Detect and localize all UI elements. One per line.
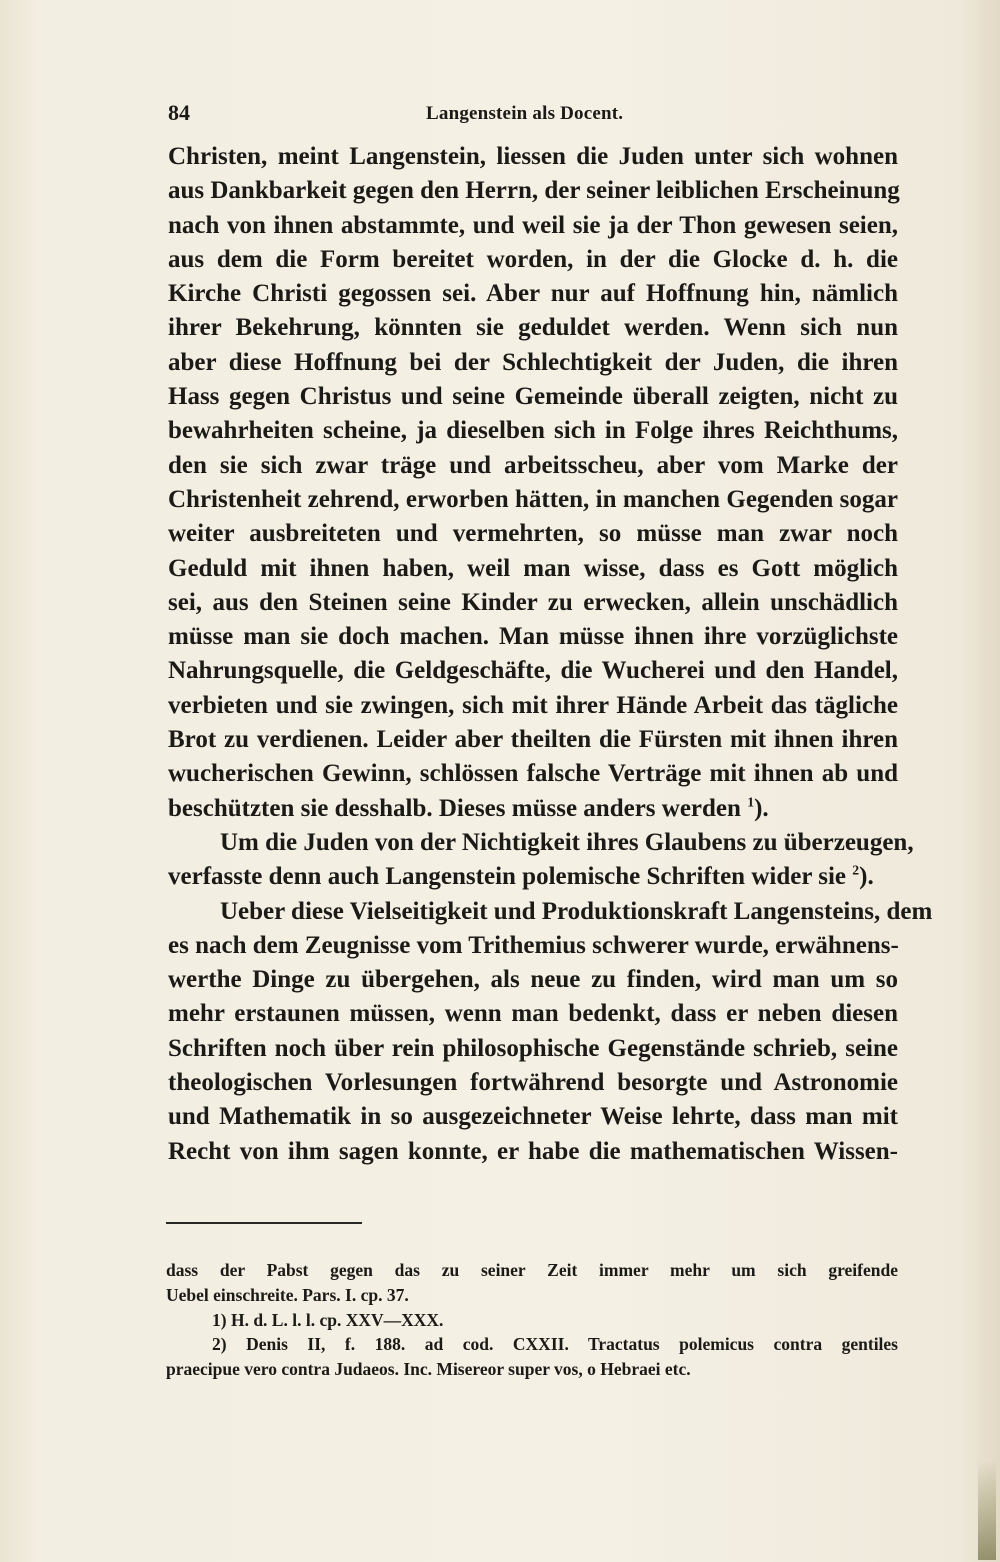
running-title: Langenstein als Docent. xyxy=(426,103,624,124)
text-line: theologischen Vorlesungen fortwährend besorgte und Astronomie xyxy=(168,1069,898,1097)
text-line: Schriften noch über rein philosophische Gegenstände schrieb, seine xyxy=(168,1034,898,1062)
text-line: Christen, meint Langenstein, liessen die Juden unter sich wohnen xyxy=(168,143,898,170)
text-line: Nahrungsquelle, die Geldgeschäfte, die Wucherei und den Handel, xyxy=(168,657,898,685)
footnote-1: 1) H. d. L. l. l. cp. XXV—XXX. xyxy=(212,1309,444,1330)
footnote-ref-close: ). xyxy=(754,794,769,822)
footnote-ref-1[interactable]: 1 xyxy=(747,794,755,810)
text-line: werthe Dinge zu übergehen, als neue zu finden, wird man um so xyxy=(168,966,898,994)
text-span: beschützten sie desshalb. Dieses müsse anders werden xyxy=(168,794,741,822)
text-line: Um die Juden von der Nichtigkeit ihres Glaubens zu überzeugen, xyxy=(220,828,914,856)
text-line: den sie sich zwar träge und arbeitsscheu, aber vom Marke der xyxy=(168,451,898,479)
page-number: 84 xyxy=(168,100,190,125)
text-line: bewahrheiten scheine, ja dieselben sich in Folge ihres Reichthums, xyxy=(168,417,898,445)
text-line: aus Dankbarkeit gegen den Herrn, der seiner leiblichen Erscheinung xyxy=(168,177,900,205)
text-line: Recht von ihm sagen konnte, er habe die mathematischen Wissen- xyxy=(168,1137,898,1165)
paragraph-end-line xyxy=(168,792,898,826)
text-line: Brot zu verdienen. Leider aber theilten die Fürsten mit ihnen ihren xyxy=(168,726,898,754)
text-line: Ueber diese Vielseitigkeit und Produktionskraft Langensteins, dem xyxy=(220,897,933,925)
page-header xyxy=(168,100,898,134)
footnote-separator xyxy=(166,1222,362,1224)
text-line: Hass gegen Christus und seine Gemeinde überall zeigten, nicht zu xyxy=(168,383,898,411)
body-text xyxy=(168,140,933,1169)
text-line: Kirche Christi gegossen sei. Aber nur auf Hoffnung hin, nämlich xyxy=(168,280,898,308)
footnotes xyxy=(166,1258,898,1382)
text-line: und Mathematik in so ausgezeichneter Weise lehrte, dass man mit xyxy=(168,1103,898,1131)
text-line: aus dem die Form bereitet worden, in der die Glocke d. h. die xyxy=(168,245,898,273)
paragraph-end-line xyxy=(168,860,898,894)
text-line: wucherischen Gewinn, schlössen falsche Verträge mit ihnen ab und xyxy=(168,760,898,788)
text-span: verfasste denn auch Langenstein polemische Schriften wider sie xyxy=(168,863,846,891)
page-edge-shadow xyxy=(978,1460,996,1560)
text-line: verbieten und sie zwingen, sich mit ihrer Hände Arbeit das tägliche xyxy=(168,691,898,719)
text-line: aber diese Hoffnung bei der Schlechtigkeit der Juden, die ihren xyxy=(168,348,898,376)
text-line: müsse man sie doch machen. Man müsse ihnen ihre vorzüglichste xyxy=(168,623,898,651)
footnote-ref-close: ). xyxy=(859,863,874,891)
text-line: mehr erstaunen müssen, wenn man bedenkt, dass er neben diesen xyxy=(168,1000,898,1028)
text-line: weiter ausbreiteten und vermehrten, so müsse man zwar noch xyxy=(168,520,898,548)
footnote-ref-2[interactable]: 2 xyxy=(852,862,860,878)
footnote-line: praecipue vero contra Judaeos. Inc. Misereor super vos, o Hebraei etc. xyxy=(166,1359,691,1380)
text-line: es nach dem Zeugnisse vom Trithemius schwerer wurde, erwähnens- xyxy=(168,931,899,959)
footnote-line: Uebel einschreite. Pars. I. cp. 37. xyxy=(166,1284,409,1305)
footnote-line: dass der Pabst gegen das zu seiner Zeit immer mehr um sich greifende xyxy=(166,1260,898,1280)
text-line: nach von ihnen abstammte, und weil sie ja der Thon gewesen seien, xyxy=(168,211,898,239)
text-line: sei, aus den Steinen seine Kinder zu erwecken, allein unschädlich xyxy=(168,588,898,616)
text-line: ihrer Bekehrung, könnten sie geduldet werden. Wenn sich nun xyxy=(168,314,898,342)
text-line: Geduld mit ihnen haben, weil man wisse, dass es Gott möglich xyxy=(168,554,898,582)
footnote-2: 2) Denis II, f. 188. ad cod. CXXII. Tractatus polemicus contra gentiles xyxy=(212,1334,898,1355)
text-line: Christenheit zehrend, erworben hätten, in manchen Gegenden sogar xyxy=(168,485,898,513)
